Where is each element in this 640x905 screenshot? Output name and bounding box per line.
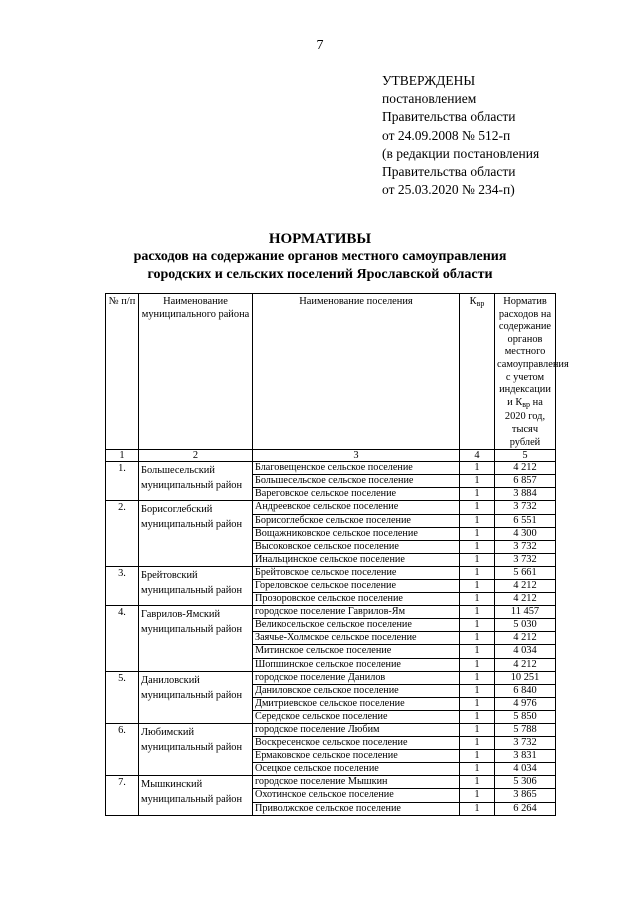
k-value: 1 [460, 475, 495, 488]
header-district: Наименование муниципального района [139, 294, 253, 450]
norm-value: 5 030 [495, 619, 556, 632]
settlement-name: Ермаковское сельское поселение [253, 750, 460, 763]
district-number: 1. [106, 462, 139, 501]
header-norm-sub: вр [522, 399, 531, 409]
approval-line: (в редакции постановления [382, 145, 540, 161]
k-value: 1 [460, 579, 495, 592]
settlement-name: Большесельское сельское поселение [253, 475, 460, 488]
header-k-sub: вр [476, 299, 485, 308]
header-norm-tail: на 2020 год, тысяч рублей [504, 396, 546, 448]
settlement-name: Гореловское сельское поселение [253, 579, 460, 592]
district-name: Гаврилов-Ямский муниципальный район [139, 606, 253, 671]
norm-value: 4 976 [495, 697, 556, 710]
k-value: 1 [460, 553, 495, 566]
column-number: 1 [106, 450, 139, 462]
table-body [106, 462, 556, 816]
approval-line: от 24.09.2008 № 512-п [382, 127, 511, 143]
settlement-name: Прозоровское сельское поселение [253, 593, 460, 606]
settlement-name: Даниловское сельское поселение [253, 684, 460, 697]
column-number: 5 [495, 450, 556, 462]
norm-value: 4 212 [495, 593, 556, 606]
page-number: 7 [316, 38, 324, 53]
k-value: 1 [460, 763, 495, 776]
settlement-name: Великосельское сельское поселение [253, 619, 460, 632]
k-value: 1 [460, 540, 495, 553]
district-number: 3. [106, 566, 139, 605]
settlement-name: городское поселение Мышкин [253, 776, 460, 789]
header-k [460, 294, 495, 450]
norm-value: 6 551 [495, 514, 556, 527]
norm-value: 4 212 [495, 462, 556, 475]
district-name: Любимский муниципальный район [139, 724, 253, 776]
norm-value: 11 457 [495, 606, 556, 619]
norm-value: 4 300 [495, 527, 556, 540]
document-title [0, 230, 640, 284]
k-value: 1 [460, 619, 495, 632]
column-number-row [106, 450, 556, 462]
norm-value: 6 857 [495, 475, 556, 488]
settlement-name: Приволжское сельское поселение [253, 802, 460, 815]
table-row [106, 776, 556, 789]
settlement-name: Заячье-Холмское сельское поселение [253, 632, 460, 645]
table-row [106, 606, 556, 619]
settlement-name: городское поселение Гаврилов-Ям [253, 606, 460, 619]
header-settlement: Наименование поселения [253, 294, 460, 450]
title-main: НОРМАТИВЫ [268, 231, 372, 247]
settlement-name: Вареговское сельское поселение [253, 488, 460, 501]
settlement-name: Высоковское сельское поселение [253, 540, 460, 553]
district-number: 5. [106, 671, 139, 723]
table-row [106, 566, 556, 579]
k-value: 1 [460, 737, 495, 750]
district-name: Борисоглебский муниципальный район [139, 501, 253, 566]
settlement-name: Благовещенское сельское поселение [253, 462, 460, 475]
settlement-name: Осецкое сельское поселение [253, 763, 460, 776]
k-value: 1 [460, 697, 495, 710]
norm-value: 4 212 [495, 632, 556, 645]
settlement-name: Воскресенское сельское поселение [253, 737, 460, 750]
column-number: 3 [253, 450, 460, 462]
district-name: Мышкинский муниципальный район [139, 776, 253, 815]
header-num: № п/п [106, 294, 139, 450]
settlement-name: Охотинское сельское поселение [253, 789, 460, 802]
norm-value: 4 212 [495, 658, 556, 671]
settlement-name: Инальцинское сельское поселение [253, 553, 460, 566]
k-value: 1 [460, 724, 495, 737]
norms-table [105, 293, 569, 816]
column-number: 4 [460, 450, 495, 462]
norm-value: 5 850 [495, 710, 556, 723]
title-line-1: расходов на содержание органов местного самоуправления [133, 249, 507, 264]
approval-line: Правительства области [382, 164, 516, 180]
norm-value: 3 732 [495, 501, 556, 514]
k-value: 1 [460, 710, 495, 723]
approval-line: Правительства области [382, 109, 516, 125]
column-number: 2 [139, 450, 253, 462]
settlement-name: Андреевское сельское поселение [253, 501, 460, 514]
norm-value: 3 865 [495, 789, 556, 802]
district-number: 2. [106, 501, 139, 566]
district-name: Даниловский муниципальный район [139, 671, 253, 723]
header-norm [495, 294, 569, 450]
norm-value: 10 251 [495, 671, 556, 684]
k-value: 1 [460, 750, 495, 763]
norm-value: 5 661 [495, 566, 556, 579]
k-value: 1 [460, 802, 495, 815]
k-value: 1 [460, 593, 495, 606]
k-value: 1 [460, 776, 495, 789]
approval-line: от 25.03.2020 № 234-п) [382, 182, 515, 198]
district-number: 7. [106, 776, 139, 815]
table-header-row [106, 294, 556, 450]
norm-value: 5 788 [495, 724, 556, 737]
settlement-name: городское поселение Любим [253, 724, 460, 737]
norm-value: 4 034 [495, 645, 556, 658]
settlement-name: городское поселение Данилов [253, 671, 460, 684]
settlement-name: Брейтовское сельское поселение [253, 566, 460, 579]
table-row [106, 671, 556, 684]
norm-value: 3 732 [495, 737, 556, 750]
k-value: 1 [460, 501, 495, 514]
k-value: 1 [460, 566, 495, 579]
district-number: 4. [106, 606, 139, 671]
k-value: 1 [460, 527, 495, 540]
approval-line: УТВЕРЖДЕНЫ [382, 73, 476, 88]
norm-value: 3 884 [495, 488, 556, 501]
norm-value: 6 264 [495, 802, 556, 815]
k-value: 1 [460, 645, 495, 658]
district-name: Большесельский муниципальный район [139, 462, 253, 501]
norm-value: 3 732 [495, 540, 556, 553]
norm-value: 5 306 [495, 776, 556, 789]
k-value: 1 [460, 684, 495, 697]
k-value: 1 [460, 671, 495, 684]
k-value: 1 [460, 462, 495, 475]
norm-value: 6 840 [495, 684, 556, 697]
title-line-2: городских и сельских поселений Ярославской области [147, 267, 493, 282]
settlement-name: Дмитриевское сельское поселение [253, 697, 460, 710]
k-value: 1 [460, 606, 495, 619]
settlement-name: Борисоглебское сельское поселение [253, 514, 460, 527]
norm-value: 3 732 [495, 553, 556, 566]
header-k-main: К [469, 296, 477, 307]
table-row [106, 501, 556, 514]
district-name: Брейтовский муниципальный район [139, 566, 253, 605]
k-value: 1 [460, 632, 495, 645]
norm-value: 4 034 [495, 763, 556, 776]
norm-value: 4 212 [495, 579, 556, 592]
district-number: 6. [106, 724, 139, 776]
table-row [106, 462, 556, 475]
settlement-name: Шопшинское сельское поселение [253, 658, 460, 671]
k-value: 1 [460, 658, 495, 671]
settlement-name: Вощажниковское сельское поселение [253, 527, 460, 540]
table-row [106, 724, 556, 737]
settlement-name: Митинское сельское поселение [253, 645, 460, 658]
settlement-name: Середское сельское поселение [253, 710, 460, 723]
k-value: 1 [460, 789, 495, 802]
approval-line: постановлением [382, 91, 477, 107]
k-value: 1 [460, 514, 495, 527]
header-norm-main: Норматив расходов на содержание органов местного самоуправления с учетом индексации и К [497, 296, 569, 408]
norm-value: 3 831 [495, 750, 556, 763]
k-value: 1 [460, 488, 495, 501]
approval-stamp [382, 72, 622, 199]
